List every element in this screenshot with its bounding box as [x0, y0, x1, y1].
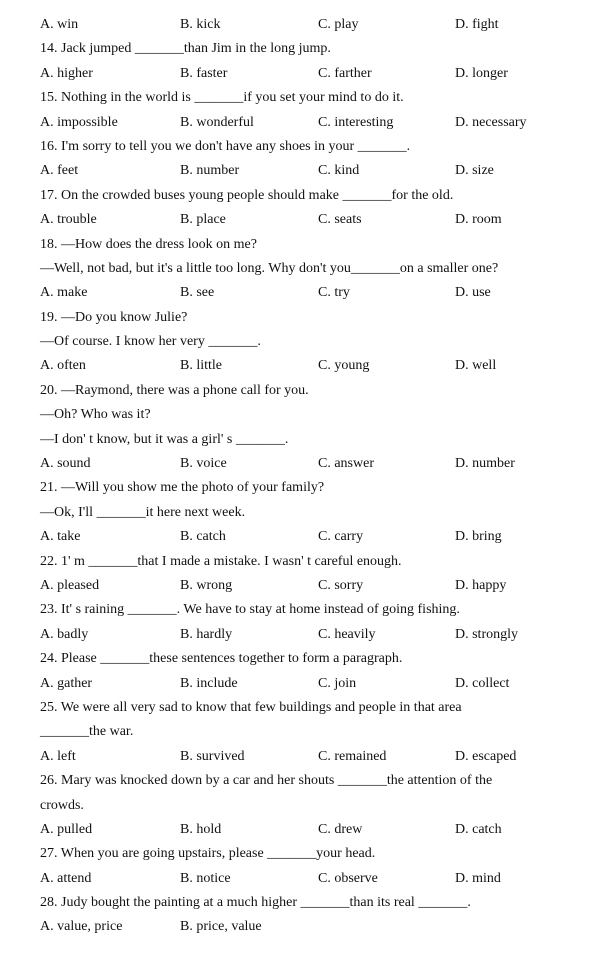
- option-b: B. survived: [180, 748, 245, 764]
- question-line: —Oh? Who was it?: [40, 407, 151, 423]
- option-d: D. size: [455, 163, 494, 179]
- question-line: 17. On the crowded buses young people should make _______for the old.: [40, 187, 454, 203]
- option-d: D. fight: [455, 17, 499, 32]
- option-c: C. play: [318, 17, 359, 32]
- option-b: B. hold: [180, 821, 222, 837]
- question-line: 22. 1' m _______that I made a mistake. I wasn' t careful enough.: [40, 553, 402, 569]
- option-c: C. kind: [318, 163, 360, 179]
- options-line: [40, 111, 590, 135]
- option-a: A. pleased: [40, 577, 100, 593]
- question-line: —Well, not bad, but it's a little too long. Why don't you_______on a smaller one?: [40, 260, 499, 276]
- option-a: A. impossible: [40, 114, 118, 130]
- option-a: A. value, price: [40, 919, 123, 935]
- option-c: C. young: [318, 358, 370, 374]
- question-line: 27. When you are going upstairs, please _______your head.: [40, 846, 376, 862]
- option-c: C. try: [318, 285, 350, 301]
- option-a: A. higher: [40, 65, 93, 81]
- option-c: C. answer: [318, 456, 374, 472]
- option-a: A. attend: [40, 870, 92, 886]
- option-d: D. necessary: [455, 114, 527, 130]
- option-a: A. take: [40, 529, 81, 545]
- option-d: D. mind: [455, 870, 501, 886]
- option-b: B. hardly: [180, 626, 233, 642]
- options-line: [40, 281, 590, 305]
- option-d: D. escaped: [455, 748, 517, 764]
- options-line: [40, 354, 590, 378]
- options-line: [40, 672, 590, 696]
- options-line: [40, 159, 590, 183]
- option-b: B. number: [180, 163, 240, 179]
- question-line: 26. Mary was knocked down by a car and her shouts _______the attention of the: [40, 773, 493, 789]
- options-line: [40, 623, 590, 647]
- option-b: B. price, value: [180, 919, 262, 935]
- question-line: 18. —How does the dress look on me?: [40, 236, 257, 252]
- option-a: A. win: [40, 17, 79, 32]
- options-line: [40, 13, 590, 37]
- option-a: A. pulled: [40, 821, 93, 837]
- question-line: 21. —Will you show me the photo of your family?: [40, 480, 325, 496]
- question-line: 28. Judy bought the painting at a much higher _______than its real _______.: [40, 895, 471, 911]
- options-line: [40, 818, 590, 842]
- option-a: A. make: [40, 285, 88, 301]
- option-d: D. longer: [455, 65, 508, 81]
- question-line: —I don' t know, but it was a girl' s _______.: [40, 431, 289, 447]
- option-b: B. place: [180, 212, 226, 228]
- option-a: A. sound: [40, 456, 91, 472]
- option-b: B. faster: [180, 65, 228, 81]
- option-a: A. trouble: [40, 212, 97, 228]
- options-line: [40, 525, 590, 549]
- question-line: 25. We were all very sad to know that few buildings and people in that area: [40, 699, 462, 715]
- question-line: 20. —Raymond, there was a phone call for you.: [40, 382, 309, 398]
- option-d: D. well: [455, 358, 497, 374]
- option-a: A. often: [40, 358, 86, 374]
- options-line: [40, 745, 590, 769]
- option-d: D. happy: [455, 577, 507, 593]
- option-b: B. little: [180, 358, 222, 374]
- option-c: C. remained: [318, 748, 387, 764]
- question-line: 16. I'm sorry to tell you we don't have any shoes in your _______.: [40, 138, 411, 154]
- option-c: C. farther: [318, 65, 372, 81]
- option-d: D. room: [455, 212, 502, 228]
- question-line: 19. —Do you know Julie?: [40, 309, 188, 325]
- option-b: B. see: [180, 285, 215, 301]
- option-c: C. join: [318, 675, 357, 691]
- option-b: B. wonderful: [180, 114, 254, 130]
- option-a: A. badly: [40, 626, 89, 642]
- option-d: D. strongly: [455, 626, 518, 642]
- option-b: B. wrong: [180, 577, 233, 593]
- option-b: B. catch: [180, 529, 226, 545]
- question-line: 23. It' s raining _______. We have to stay at home instead of going fishing.: [40, 602, 460, 618]
- option-c: C. seats: [318, 212, 362, 228]
- option-d: D. use: [455, 285, 491, 301]
- option-c: C. observe: [318, 870, 378, 886]
- question-line: crowds.: [40, 797, 84, 813]
- option-c: C. interesting: [318, 114, 394, 130]
- option-c: C. drew: [318, 821, 363, 837]
- option-c: C. carry: [318, 529, 364, 545]
- options-line: [40, 208, 590, 232]
- option-d: D. catch: [455, 821, 502, 837]
- option-b: B. include: [180, 675, 238, 691]
- options-line: [40, 574, 590, 598]
- question-line: 15. Nothing in the world is _______if you set your mind to do it.: [40, 90, 404, 106]
- options-line: [40, 62, 590, 86]
- option-b: B. voice: [180, 456, 227, 472]
- question-line: _______the war.: [40, 724, 134, 740]
- options-line: [40, 452, 590, 476]
- option-d: D. number: [455, 456, 515, 472]
- option-a: A. feet: [40, 163, 79, 179]
- option-c: C. sorry: [318, 577, 364, 593]
- option-b: B. notice: [180, 870, 231, 886]
- option-d: D. collect: [455, 675, 510, 691]
- option-a: A. left: [40, 748, 76, 764]
- question-line: 14. Jack jumped _______than Jim in the long jump.: [40, 41, 331, 57]
- question-line: —Ok, I'll _______it here next week.: [40, 504, 246, 520]
- option-a: A. gather: [40, 675, 93, 691]
- question-line: 24. Please _______these sentences together to form a paragraph.: [40, 651, 403, 667]
- options-line: [40, 915, 590, 939]
- option-d: D. bring: [455, 529, 502, 545]
- option-c: C. heavily: [318, 626, 376, 642]
- options-line: [40, 867, 590, 891]
- question-line: —Of course. I know her very _______.: [40, 334, 261, 350]
- option-b: B. kick: [180, 17, 221, 32]
